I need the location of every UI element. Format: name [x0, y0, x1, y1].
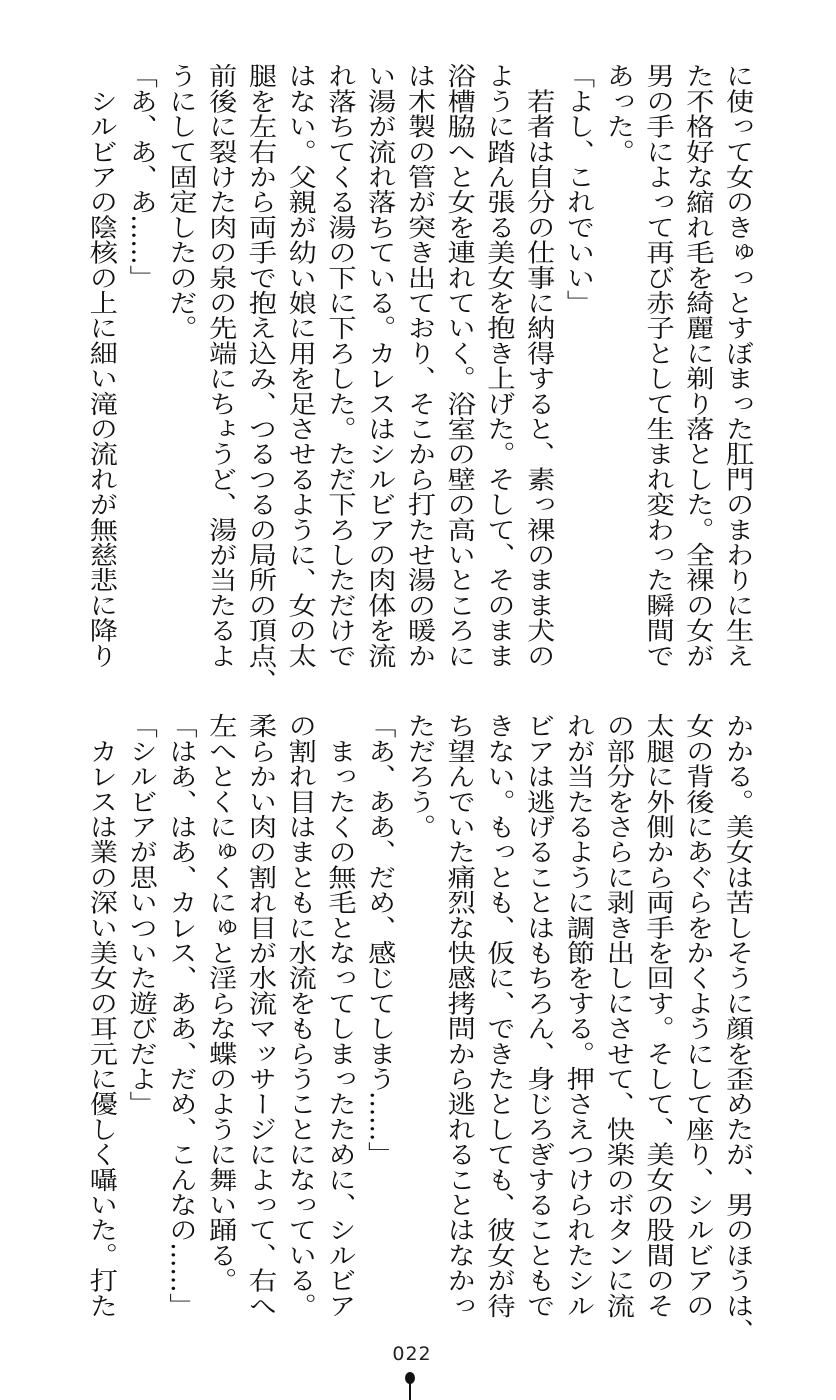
text-column: れ落ちてくる湯の下に下ろした。ただ下ろしただけで [324, 63, 358, 668]
text-column: れが当たるように調節をする。押さえつけられたシル [563, 713, 596, 1318]
text-column: 「よし、これでいい」 [563, 63, 596, 315]
text-column: 腿を左右から両手で抱え込み、つるつるの局所の頂点、 [245, 63, 278, 693]
text-column: ように踏ん張る美女を抱き上げた。そして、そのまま [483, 63, 517, 668]
text-column: うにして固定したのだ。 [165, 63, 199, 341]
text-column: 若者は自分の仕事に納得すると、素っ裸のまま犬の [523, 63, 556, 668]
text-column: まったくの無毛となってしまったために、シルビア [324, 713, 358, 1318]
page-marker-line [409, 1382, 411, 1400]
text-column: に使って女のきゅっとすぼまった肛門のまわりに生え [722, 63, 755, 668]
text-column: あった。 [602, 63, 636, 164]
text-column: 女の背後にあぐらをかくようにして座り、シルビアの [682, 713, 715, 1318]
text-column: 浴槽脇へと女を連れていく。浴室の壁の高いところに [443, 63, 477, 668]
text-column: かかる。美女は苦しそうに顔を歪めたが、男のほうは、 [722, 713, 755, 1343]
text-column: 「はあ、はあ、カレス、ああ、だめ、こんなの……」 [165, 713, 199, 1318]
page-number: 022 [392, 1343, 432, 1365]
text-column: た不格好な縮れ毛を綺麗に剃り落とした。全裸の女が [682, 63, 715, 668]
text-column: 左へとくにゅくにゅと淫らな蝶のように舞い踊る。 [205, 713, 238, 1293]
text-column: 前後に裂けた肉の泉の先端にちょうど、湯が当たるよ [205, 63, 238, 668]
text-column: 「あ、あ、あ……」 [125, 63, 159, 290]
text-column: 「あ、ああ、だめ、感じてしまう……」 [364, 713, 397, 1167]
text-block-bottom [0, 713, 758, 1343]
text-column: ただろう。 [404, 713, 437, 839]
text-column: はない。父親が幼い娘に用を足させるように、女の太 [284, 63, 318, 668]
text-column: 「シルビアが思いついた遊びだよ」 [125, 713, 159, 1117]
text-column: ビアは逃げることはもちろん、身じろぎすることもで [523, 713, 556, 1318]
text-column: 太腿に外側から両手を回す。そして、美女の股間のそ [642, 713, 676, 1318]
text-column: きない。もっとも、仮に、できたとしても、彼女が待 [483, 713, 517, 1318]
text-column: い湯が流れ落ちている。カレスはシルビアの肉体を流 [364, 63, 397, 668]
text-column: 柔らかい肉の割れ目が水流マッサージによって、右へ [245, 713, 278, 1318]
text-column: シルビアの陰核の上に細い滝の流れが無慈悲に降り [86, 63, 119, 668]
text-column: の部分をさらに剥き出しにさせて、快楽のボタンに流 [602, 713, 636, 1318]
text-column: カレスは業の深い美女の耳元に優しく囁いた。打た [86, 713, 119, 1318]
text-block-top [0, 63, 758, 693]
text-column: 男の手によって再び赤子として生まれ変わった瞬間で [642, 63, 676, 668]
text-column: ち望んでいた痛烈な快感拷問から逃れることはなかっ [443, 713, 477, 1318]
text-column: の割れ目はまともに水流をもらうことになっている。 [284, 713, 318, 1318]
text-column: は木製の管が突き出ており、そこから打たせ湯の暖か [404, 63, 437, 668]
